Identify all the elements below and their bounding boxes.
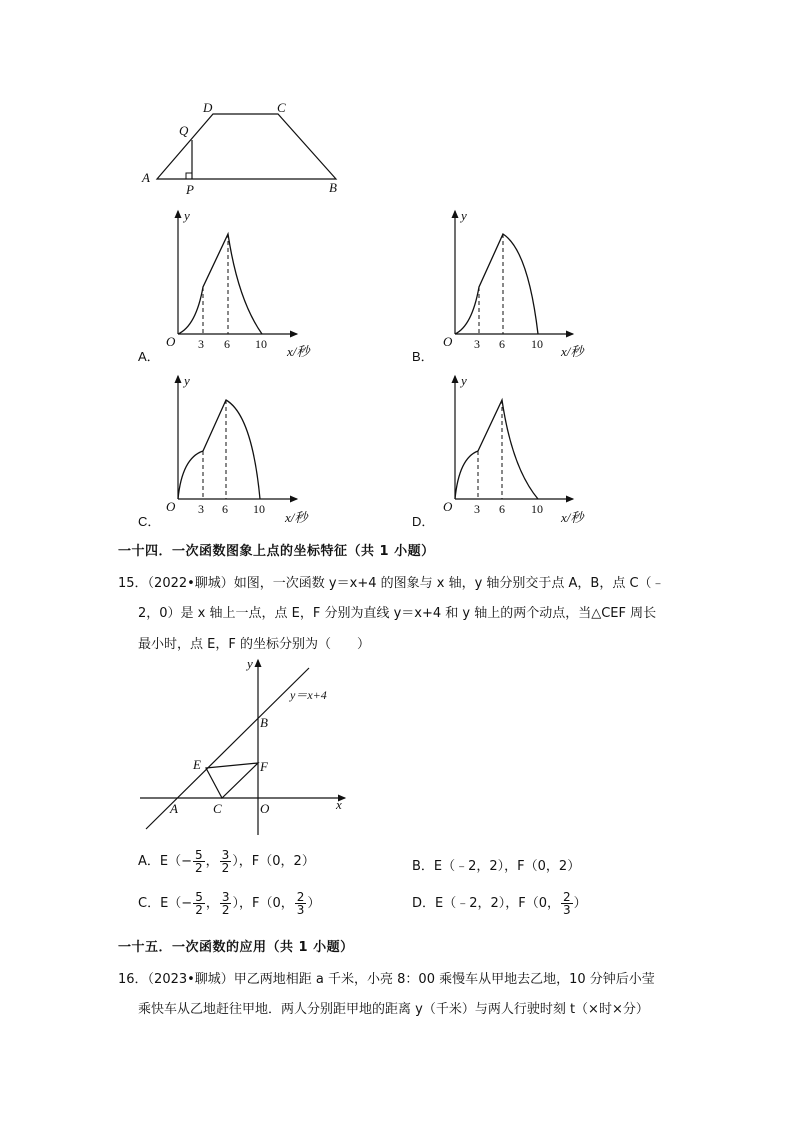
q15-point-a: A <box>170 801 178 816</box>
graph-a-origin: O <box>166 334 176 349</box>
label-p: P <box>186 182 194 197</box>
graph-c-tick-3: 3 <box>198 502 204 516</box>
graph-d-tick-10: 10 <box>531 502 543 516</box>
q15-point-c: C <box>213 801 222 816</box>
q15-line-3: 最小时，点 E，F 的坐标分别为（ ） <box>138 637 370 652</box>
graph-b-origin: O <box>443 334 453 349</box>
q15-choice-a[interactable]: A．E（− $\frac{5}{2}$ ， $\frac{3}{2}$ ），F（0，2） <box>138 848 315 875</box>
graph-d-x-label: x/秒 <box>561 510 584 525</box>
label-d: D <box>203 100 213 115</box>
q15-point-b: B <box>260 715 268 730</box>
graph-c-origin: O <box>166 499 176 514</box>
graph-a-tick-3: 3 <box>198 337 204 351</box>
label-q: Q <box>179 123 189 138</box>
graph-b-tick-10: 10 <box>531 337 543 351</box>
q15-choice-c[interactable]: C．E（− $\frac{5}{2}$ ， $\frac{3}{2}$ ），F（0， $\frac{2}{3}$ ） <box>138 890 321 917</box>
graph-a-x-label: x/秒 <box>287 344 310 359</box>
q15-point-o: O <box>260 801 270 816</box>
graph-a-y-label: y <box>184 208 190 223</box>
graph-d-tick-6: 6 <box>499 502 505 516</box>
label-b: B <box>329 180 337 195</box>
graph-option-c[interactable]: C． <box>138 514 161 529</box>
graph-b-x-label: x/秒 <box>561 344 584 359</box>
graph-c-y-label: y <box>184 373 190 388</box>
graph-b-tick-6: 6 <box>499 337 505 351</box>
q15-line-2: 2，0）是 x 轴上一点，点 E，F 分别为直线 y＝x+4 和 y 轴上的两个动点，当△CEF 周长 <box>138 606 657 621</box>
label-c: C <box>277 100 286 115</box>
q15-choice-d[interactable]: D．E（﹣2，2），F（0， $\frac{2}{3}$ ） <box>412 890 587 917</box>
section-15-title: 一十五．一次函数的应用（共 1 小题） <box>118 940 354 955</box>
q15-point-f: F <box>260 759 268 774</box>
q15-y-label: y <box>247 656 253 671</box>
graph-option-d[interactable]: D． <box>412 514 435 529</box>
section-14-title: 一十四．一次函数图象上点的坐标特征（共 1 小题） <box>118 544 435 559</box>
q15-choice-b[interactable]: B．E（﹣2，2），F（0，2） <box>412 859 581 874</box>
graph-d-y-label: y <box>461 373 467 388</box>
q15-x-label: x <box>336 797 342 812</box>
graph-b-tick-3: 3 <box>474 337 480 351</box>
q15-line-1: 15．（2022•聊城）如图，一次函数 y＝x+4 的图象与 x 轴，y 轴分别交于点 A，B，点 C（﹣ <box>118 576 665 591</box>
graph-b-y-label: y <box>461 208 467 223</box>
label-a: A <box>142 170 150 185</box>
graph-c-tick-10: 10 <box>253 502 265 516</box>
q15-line-label: y＝x+4 <box>290 688 327 702</box>
graph-option-b[interactable]: B． <box>412 349 434 364</box>
triangle-cef <box>206 763 258 798</box>
graph-d-tick-3: 3 <box>474 502 480 516</box>
q16-line-2: 乘快车从乙地赶往甲地．两人分别距甲地的距离 y（千米）与两人行驶时刻 t（×时×分） <box>138 1002 649 1017</box>
q16-line-1: 16．（2023•聊城）甲乙两地相距 a 千米，小亮 8：00 乘慢车从甲地去乙地，10 分钟后小莹 <box>118 972 655 987</box>
graph-c-tick-6: 6 <box>222 502 228 516</box>
graph-a-tick-6: 6 <box>224 337 230 351</box>
graph-option-a[interactable]: A． <box>138 349 160 364</box>
q15-point-e: E <box>193 757 201 772</box>
graph-a-tick-10: 10 <box>255 337 267 351</box>
graph-c-x-label: x/秒 <box>285 510 308 525</box>
graph-d-origin: O <box>443 499 453 514</box>
